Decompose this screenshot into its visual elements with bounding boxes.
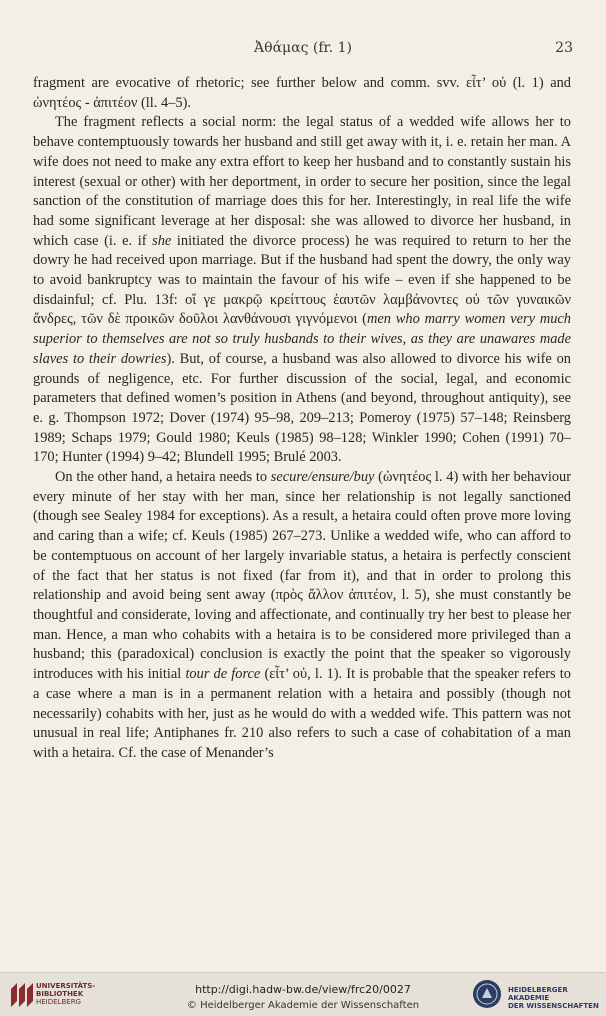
copyright-notice: © Heidelberger Akademie der Wissenschaften (186, 1000, 420, 1011)
text-run: The fragment reflects a social norm: the legal status of a wedded wife allows her to behave contemptuously towards her husband and still get away with it, i. e. retain her man. A wife does not need to make any extra effort to keep her husband and to constantly sustain his interest (sexual or other) with her deportment, in order to secure her position, since the legal sanction of the constitution of marriage does this for her. Interestingly, in real life the wife had some significant leverage at her disposal: she was allowed to divorce her husband, in which case (i. e. if (33, 114, 571, 249)
academy-name-line: DER WISSENSCHAFTEN (508, 1002, 599, 1010)
text-run: ). But, of course, a husband was also allowed to divorce his wife on grounds of negligence, etc. For further discussion of the social, legal, and economic parameters that defined women’s position in Athens (and beyond, throughout antiquity), see e. g. Thompson 1972; Dover (1974) 95–98, 209–213; Pomeroy (1975) 57–148; Reinsberg 1989; Schaps 1979; Gould 1980; Keuls (1985) 98–128; Winkler 1990; Cohen (1991) 70–170; Hunter (1994) 9–42; Blundell 1995; Brulé 2003. (33, 350, 571, 466)
italic-run: she (152, 232, 172, 249)
academy-name-line: HEIDELBERGER AKADEMIE (508, 986, 568, 1002)
permalink-url[interactable]: http://digi.hadw-bw.de/view/frc20/0027 (195, 983, 411, 996)
library-name-line: UNIVERSITÄTS- (36, 982, 96, 990)
text-run: fragment are evocative of rhetoric; see further below and comm. svv. εἶτ’ οὐ (l. 1) and ὠνητέος - ἀπιτέον (ll. 4–5). (33, 75, 571, 111)
academy-seal-icon[interactable] (472, 979, 502, 1009)
paragraph-1 (33, 74, 571, 113)
italic-run: tour de force (185, 666, 261, 683)
library-name-line: BIBLIOTHEK (36, 990, 84, 998)
paragraph-2 (33, 113, 571, 468)
text-run: (ὠνητέος l. 4) with her behaviour every minute of her stay with her man, since her relationship is not legally sanctioned (though see Sealey 1984 for exceptions). As a result, a hetaira could often prove more loving and caring than a wife; cf. Keuls (1985) 267–273. Unlike a wedded wife, who can afford to be contemptuous on account of her largely invariable status, a hetaira is perfectly conscient of the fact that her status is not fixed (far from it), and that in order to prolong this relationship and avoid being sent away (πρὸς ἄλλον ἀπιτέον, l. 5), she must constantly be thoughtful and considerate, loving and affectionate, and continually try her best to please her man. Hence, a man who cohabits with a hetaira is to be considered more privileged than a husband; this (paradoxical) conclusion is exactly the point that the speaker so vigorously introduces with his initial (33, 469, 571, 683)
running-header (33, 40, 573, 60)
text-run: (εἶτ’ οὐ, l. 1). It is probable that the speaker refers to a case where a man is in a permanent relation with a hetaira and possibly (though not necessarily) cohabits with her, just as he would do with a wedded wife. This pattern was not unusual in real life; Antiphanes fr. 210 also refers to such a case of cohabitation of a man with a hetaira. Cf. the case of Menander’s (33, 666, 571, 761)
academy-name (508, 986, 606, 1010)
paragraph-3 (33, 468, 571, 764)
library-name-line: HEIDELBERG (36, 998, 81, 1006)
running-title: Ἀθάμας (fr. 1) (254, 40, 352, 56)
italic-run: men who marry women very much superior to themselves are not so truly husbands to their wives, as they are unawares made slaves to their dowries (33, 311, 571, 367)
text-run: initiated the divorce process) he was required to return to her the dowry he had received upon marriage. But if the husband had spent the dowry, the only way to avoid bankruptcy was to maintain the favour of his wife – even if she happened to be disdainful; cf. Plu. 13f: οἵ γε μακρῷ κρείττους ἑαυτῶν λαμβάνοντες οὐ τῶν γυναικῶν ἄνδρες, τῶν δὲ προικῶν δοῦλοι λανθάνουσι γιγνόμενοι ( (33, 232, 571, 328)
page-number: 23 (555, 40, 573, 56)
italic-run: secure/ensure/buy (270, 469, 375, 486)
viewer-footer (0, 972, 606, 1016)
body-text (33, 74, 571, 764)
text-run: On the other hand, a hetaira needs to (55, 469, 271, 486)
